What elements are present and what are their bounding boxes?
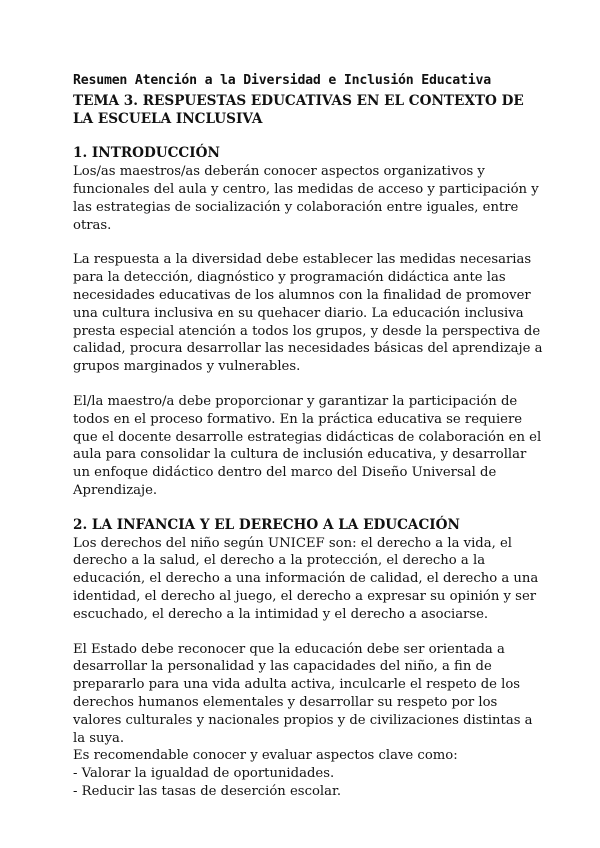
section-1-paragraph-1: Los/as maestros/as deberán conocer aspectos organizativos y funcionales del aula y centro, las medidas de acceso y participación y las estrategias de socialización y colaboración entre iguales, entre otras. [73, 164, 539, 233]
document-page [73, 72, 543, 801]
section-1-paragraph-3: El/la maestro/a debe proporcionar y garantizar la participación de todos en el proceso formativo. En la práctica educativa se requiere que el docente desarrolle estrategias didácticas de colaboración en el aula para consolidar la cultura de inclusión educativa, y desarrollar un enfoque didáctico dentro del marco del Diseño Universal de Aprendizaje. [73, 393, 542, 498]
list-item: - Reducir las tasas de deserción escolar. [73, 783, 342, 799]
key-aspects-list [73, 765, 543, 801]
section-2-paragraph-3: Es recomendable conocer y evaluar aspectos clave como: [73, 748, 458, 764]
section-2-paragraph-2: El Estado debe reconocer que la educación debe ser orientada a desarrollar la personalidad y las capacidades del niño, a fin de prepararlo para una vida adulta activa, inculcarle el respeto de los derechos humanos elementales y desarrollar su respeto por los valores culturales y nacionales propios y de civilizaciones distintas a la suya. [73, 641, 533, 746]
section-1-paragraph-2: La respuesta a la diversidad debe establecer las medidas necesarias para la detección, diagnóstico y programación didáctica ante las necesidades educativas de los alumnos con la finalidad de promover una cultura inclusiva en su quehacer diario. La educación inclusiva presta especial atención a todos los grupos, y desde la perspectiva de calidad, procura desarrollar las necesidades básicas del aprendizaje a grupos marginados y vulnerables. [73, 252, 543, 375]
document-title: Resumen Atención a la Diversidad e Inclusión Educativa [73, 73, 491, 88]
section-2-heading: 2. LA INFANCIA Y EL DERECHO A LA EDUCACIÓN [73, 516, 460, 533]
list-item: - Valorar la igualdad de oportunidades. [73, 766, 335, 782]
tema-title: TEMA 3. RESPUESTAS EDUCATIVAS EN EL CONTEXTO DE LA ESCUELA INCLUSIVA [73, 92, 524, 127]
section-1-heading: 1. INTRODUCCIÓN [73, 145, 220, 162]
section-2-paragraph-1: Los derechos del niño según UNICEF son: el derecho a la vida, el derecho a la salud, el derecho a la protección, el derecho a la educación, el derecho a una información de calidad, el derecho a una identidad, el derecho al juego, el derecho a expresar su opinión y ser escuchado, el derecho a la intimidad y el derecho a asociarse. [73, 535, 539, 622]
